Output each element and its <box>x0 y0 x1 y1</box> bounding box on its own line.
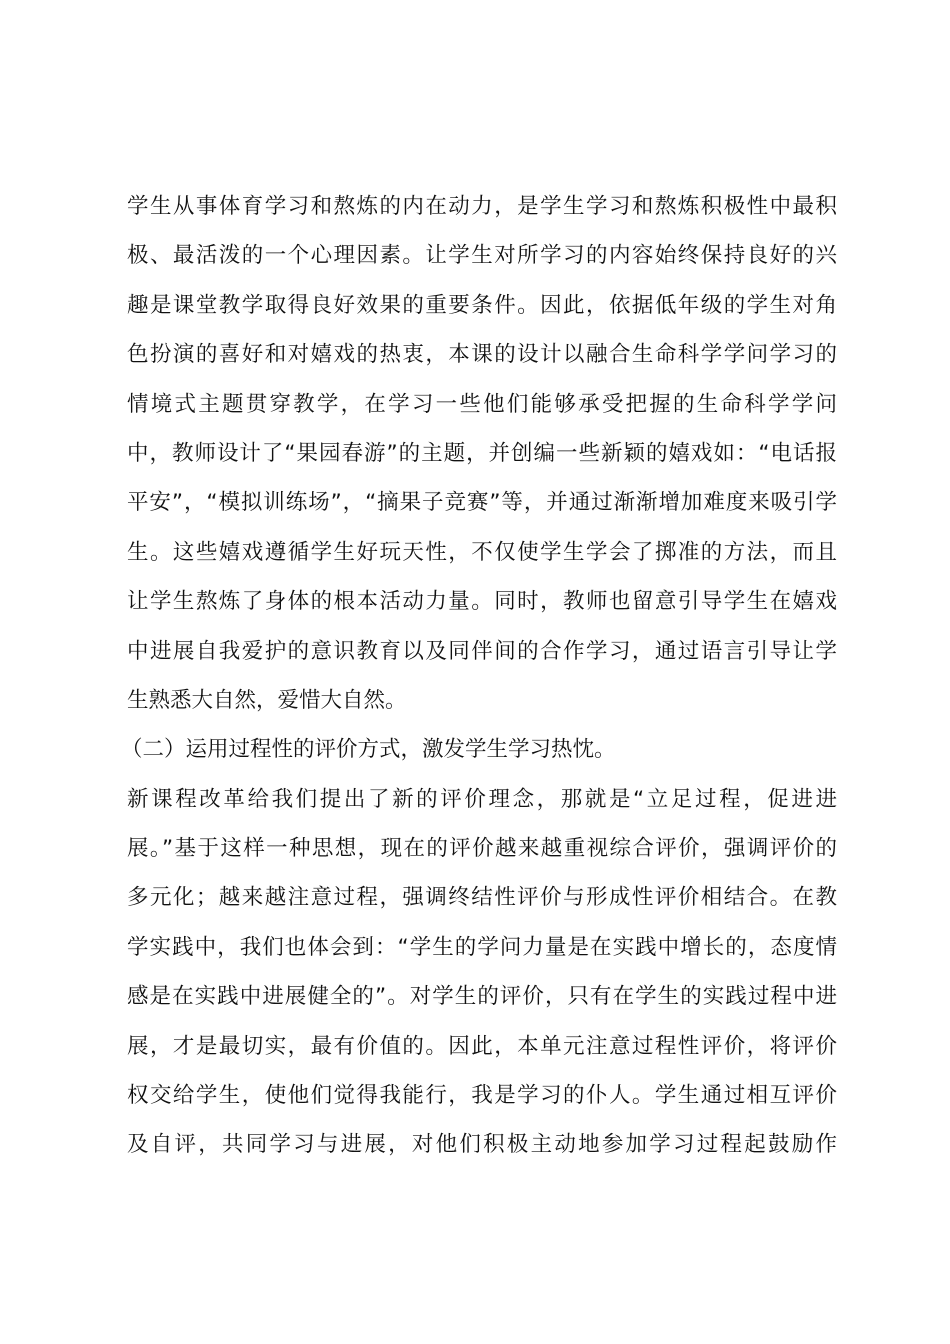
text-line: 学实践中，我们也体会到：“学生的学问力量是在实践中增长的，态度情 <box>127 934 837 960</box>
text-line: 平安”，“模拟训练场”，“摘果子竞赛”等，并通过渐渐增加难度来吸引学 <box>127 490 837 516</box>
text-line: 情境式主题贯穿教学，在学习一些他们能够承受把握的生命科学学问 <box>127 391 837 417</box>
text-line: 学生从事体育学习和熬炼的内在动力，是学生学习和熬炼积极性中最积 <box>127 194 837 219</box>
text-line: 生。这些嬉戏遵循学生好玩天性，不仅使学生学会了掷准的方法，而且 <box>127 539 837 565</box>
text-line: 展。”基于这样一种思想，现在的评价越来越重视综合评价，强调评价的 <box>127 836 837 862</box>
text-line: 及自评，共同学习与进展，对他们积极主动地参加学习过程起鼓励作 <box>127 1132 837 1158</box>
text-line: 色扮演的喜好和对嬉戏的热衷，本课的设计以融合生命科学学问学习的 <box>127 342 837 368</box>
text-line: 权交给学生，使他们觉得我能行，我是学习的仆人。学生通过相互评价 <box>127 1083 837 1109</box>
text-line: 多元化；越来越注意过程，强调终结性评价与形成性评价相结合。在教 <box>127 885 837 911</box>
text-line: 趣是课堂教学取得良好效果的重要条件。因此，依据低年级的学生对角 <box>127 292 837 318</box>
text-line: 极、最活泼的一个心理因素。让学生对所学习的内容始终保持良好的兴 <box>127 243 837 269</box>
text-line: 中，教师设计了“果园春游”的主题，并创编一些新颖的嬉戏如：“电话报 <box>127 440 837 466</box>
text-line: 中进展自我爱护的意识教育以及同伴间的合作学习，通过语言引导让学 <box>127 638 837 664</box>
text-line: 让学生熬炼了身体的根本活动力量。同时，教师也留意引导学生在嬉戏 <box>127 589 837 615</box>
text-line: 生熟悉大自然，爱惜大自然。 <box>127 687 407 713</box>
text-line: 展，才是最切实，最有价值的。因此，本单元注意过程性评价，将评价 <box>127 1033 837 1059</box>
text-line: 感是在实践中进展健全的”。对学生的评价，只有在学生的实践过程中进 <box>127 984 837 1010</box>
text-line: 新课程改革给我们提出了新的评价理念，那就是“立足过程，促进进 <box>127 786 837 812</box>
section-heading: （二）运用过程性的评价方式，激发学生学习热忱。 <box>121 737 616 763</box>
body-text <box>121 182 837 1170</box>
